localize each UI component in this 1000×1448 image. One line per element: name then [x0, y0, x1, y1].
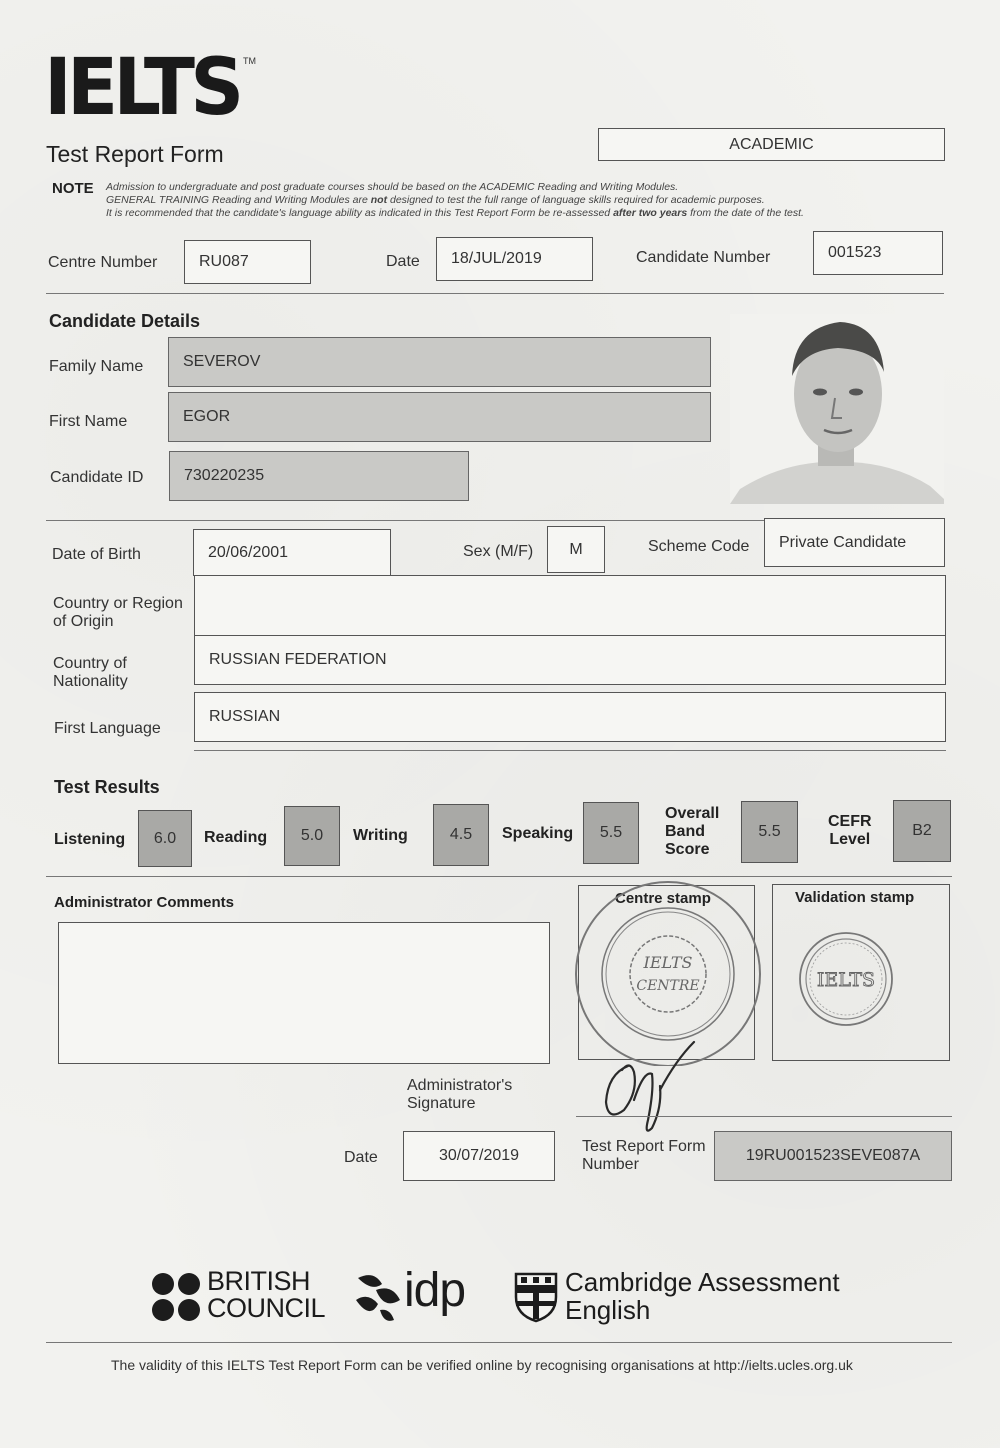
dob-field	[193, 529, 391, 576]
reading-label: Reading	[204, 829, 268, 846]
reading-score	[284, 806, 340, 866]
dob-value: 20/06/2001	[208, 543, 289, 561]
candidate-id-field	[169, 451, 469, 501]
scheme-code-field	[764, 518, 945, 567]
writing-label: Writing	[353, 827, 408, 844]
centre-number-label: Centre Number	[48, 254, 158, 271]
date-value: 18/JUL/2019	[451, 250, 542, 267]
overall-score	[741, 801, 798, 863]
module-field	[598, 128, 945, 161]
cambridge-shield-icon	[513, 1271, 559, 1323]
speaking-score	[583, 802, 639, 864]
admin-signature-label: Administrator's Signature	[407, 1077, 513, 1112]
cefr-level-label: CEFR Level	[828, 813, 872, 848]
trf-number-label: Test Report Form Number	[582, 1138, 706, 1173]
svg-text:IELTS: IELTS	[816, 969, 876, 991]
listening-score	[138, 810, 192, 867]
note-line-1: Admission to undergraduate and post graduate courses should be based on the ACADEMIC Reading and Writing Modules.	[106, 181, 679, 193]
note-line-2: GENERAL TRAINING Reading and Writing Modules are not designed to test the full range of language skills required for academic purposes.	[106, 194, 765, 206]
divider-results	[46, 876, 952, 877]
trf-number-value: 19RU001523SEVE087A	[745, 1147, 921, 1164]
sex-field	[547, 526, 605, 573]
first-name-value: EGOR	[183, 408, 231, 425]
validation-stamp-label: Validation stamp	[795, 889, 915, 906]
family-name-value: SEVEROV	[183, 353, 261, 370]
admin-date-label: Date	[344, 1149, 378, 1166]
footer-validity-note: The validity of this IELTS Test Report Form can be verified online by recognising organisations at http://ielts.ucles.org.uk	[111, 1357, 853, 1373]
note-label: NOTE	[52, 180, 94, 197]
validation-stamp-seal	[797, 930, 895, 1028]
date-label: Date	[386, 253, 420, 270]
centre-number-field	[184, 240, 311, 284]
speaking-label: Speaking	[502, 825, 574, 842]
cefr-value: B2	[912, 822, 932, 839]
nationality-field	[194, 635, 946, 685]
cefr-score	[893, 800, 951, 862]
trf-number-field	[714, 1131, 952, 1181]
trademark: TM	[243, 56, 256, 66]
candidate-number-value: 001523	[828, 244, 882, 261]
divider-signature	[576, 1116, 952, 1117]
sex-label: Sex (M/F)	[463, 543, 534, 560]
candidate-id-label: Candidate ID	[50, 469, 144, 486]
family-name-field	[168, 337, 711, 387]
admin-date-value: 30/07/2019	[438, 1147, 520, 1164]
module-value: ACADEMIC	[729, 135, 814, 153]
candidate-number-field	[813, 231, 943, 275]
admin-comments-label: Administrator Comments	[54, 894, 235, 911]
svg-text:CENTRE: CENTRE	[636, 978, 700, 994]
first-language-field	[194, 692, 946, 742]
cambridge-wordmark: Cambridge Assessment English	[565, 1267, 840, 1325]
first-name-label: First Name	[49, 413, 128, 430]
first-language-value: RUSSIAN	[209, 708, 281, 725]
listening-value: 6.0	[153, 829, 177, 847]
admin-comments-field	[58, 922, 550, 1064]
centre-stamp-label: Centre stamp	[615, 890, 711, 907]
handwritten-signature	[590, 1030, 700, 1140]
svg-text:IELTS: IELTS	[643, 953, 693, 972]
nationality-value: RUSSIAN FEDERATION	[209, 651, 387, 668]
scheme-code-value: Private Candidate	[779, 533, 907, 551]
reading-value: 5.0	[300, 827, 324, 844]
idp-mark-icon	[354, 1270, 404, 1322]
first-name-field	[168, 392, 711, 442]
date-field	[436, 237, 593, 281]
centre-number-value: RU087	[199, 253, 249, 270]
candidate-photo	[730, 314, 944, 504]
first-language-label: First Language	[54, 720, 161, 737]
listening-label: Listening	[54, 831, 126, 848]
divider-details	[194, 750, 946, 751]
note-line-3: It is recommended that the candidate's language ability as indicated in this Test Report Form be re-assessed after two years from the date of the test.	[106, 207, 804, 219]
sex-value: M	[569, 540, 583, 558]
divider-top	[46, 293, 944, 294]
divider-footer	[46, 1342, 952, 1343]
speaking-value: 5.5	[599, 824, 623, 841]
candidate-id-value: 730220235	[184, 467, 265, 484]
admin-date-field	[403, 1131, 555, 1181]
scheme-code-label: Scheme Code	[648, 538, 750, 555]
candidate-number-label: Candidate Number	[636, 249, 771, 266]
writing-score	[433, 804, 489, 866]
family-name-label: Family Name	[49, 358, 144, 375]
british-council-mark-icon	[150, 1271, 202, 1323]
candidate-details-title: Candidate Details	[49, 311, 201, 331]
test-results-title: Test Results	[54, 777, 160, 797]
dob-label: Date of Birth	[52, 546, 141, 563]
nationality-label: Country of Nationality	[53, 655, 128, 690]
idp-wordmark: idp	[404, 1264, 466, 1317]
overall-band-label: Overall Band Score	[665, 805, 720, 858]
country-origin-label: Country or Region of Origin	[53, 595, 183, 630]
writing-value: 4.5	[449, 826, 473, 843]
overall-value: 5.5	[758, 823, 781, 840]
british-council-wordmark: BRITISH COUNCIL	[207, 1266, 326, 1323]
ielts-logo: IELTS	[44, 43, 240, 133]
country-origin-field	[194, 575, 946, 637]
form-title: Test Report Form	[46, 141, 224, 167]
